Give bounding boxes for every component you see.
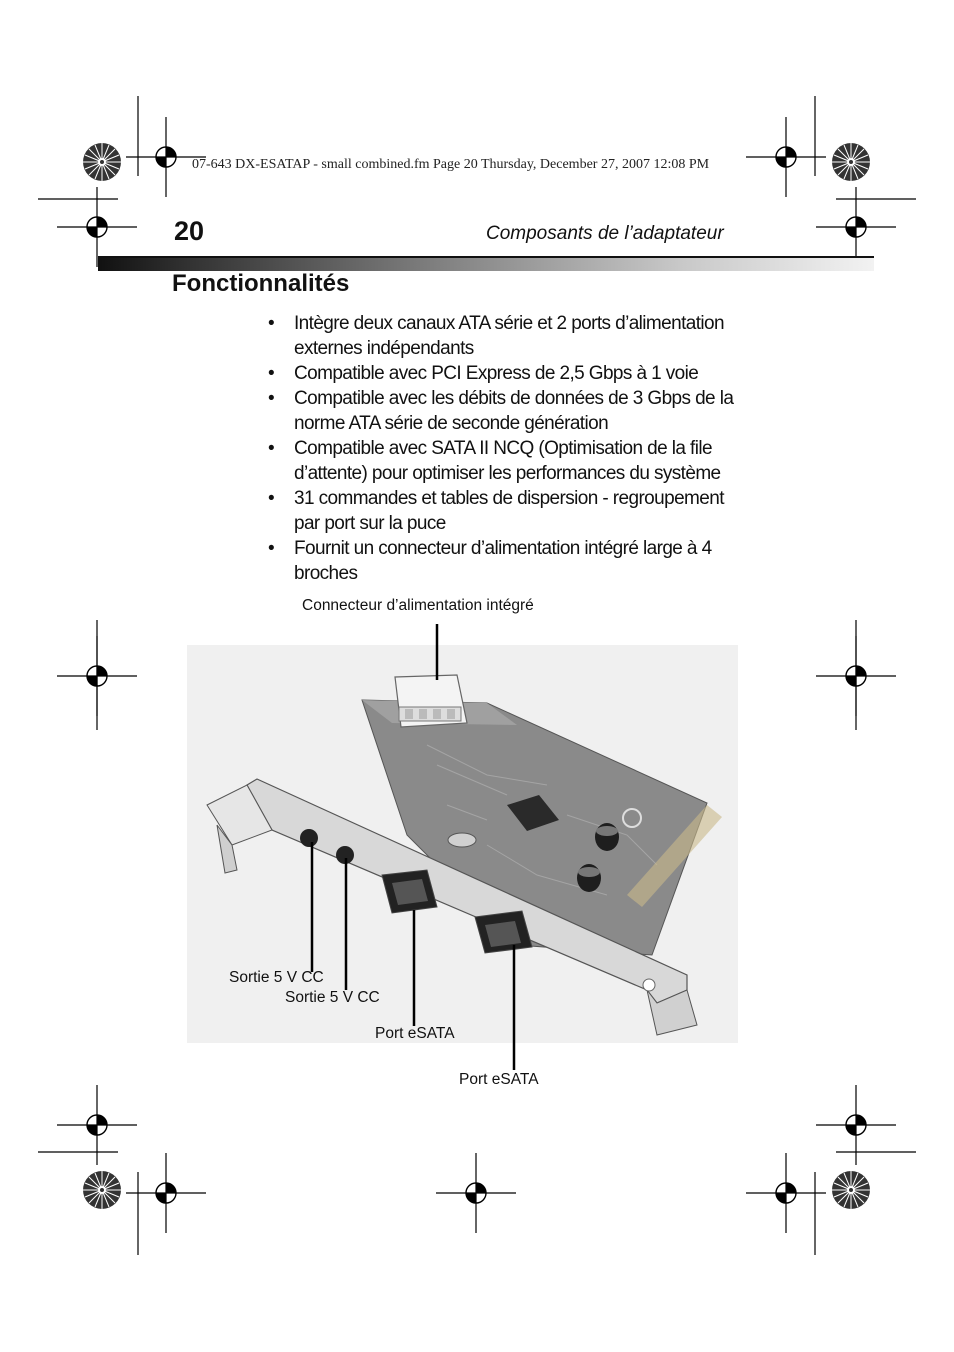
label-output-1: Sortie 5 V CC <box>229 969 324 986</box>
feature-item: • Fournit un connecteur d’alimentation intégré large à 4 broches <box>268 538 712 584</box>
bullet-icon: • <box>268 488 275 509</box>
feature-item: • Compatible avec SATA II NCQ (Optimisation de la file d’attente) pour optimiser les performances du système <box>268 438 721 484</box>
section-title: Fonctionnalités <box>172 270 350 297</box>
bullet-icon: • <box>268 438 275 459</box>
feature-item: • Compatible avec les débits de données de 3 Gbps de la norme ATA série de seconde génération <box>268 388 734 434</box>
feature-item: • Compatible avec PCI Express de 2,5 Gbps à 1 voie <box>268 363 699 384</box>
feature-item: • 31 commandes et tables de dispersion - regroupement par port sur la puce <box>268 488 724 534</box>
bullet-icon: • <box>268 388 275 409</box>
page-number: 20 <box>174 216 205 246</box>
label-output-2: Sortie 5 V CC <box>285 989 380 1006</box>
feature-item: • Intègre deux canaux ATA série et 2 ports d’alimentation externes indépendants <box>268 313 724 359</box>
running-title: Composants de l’adaptateur <box>486 223 724 244</box>
label-esata-1: Port eSATA <box>375 1025 455 1042</box>
bullet-icon: • <box>268 363 275 384</box>
label-esata-2: Port eSATA <box>459 1071 539 1088</box>
label-power-connector: Connecteur d’alimentation intégré <box>302 597 534 614</box>
bullet-icon: • <box>268 313 275 334</box>
print-header-slug: 07-643 DX-ESATAP - small combined.fm Page 20 Thursday, December 27, 2007 12:08 PM <box>192 157 710 172</box>
bullet-icon: • <box>268 538 275 559</box>
